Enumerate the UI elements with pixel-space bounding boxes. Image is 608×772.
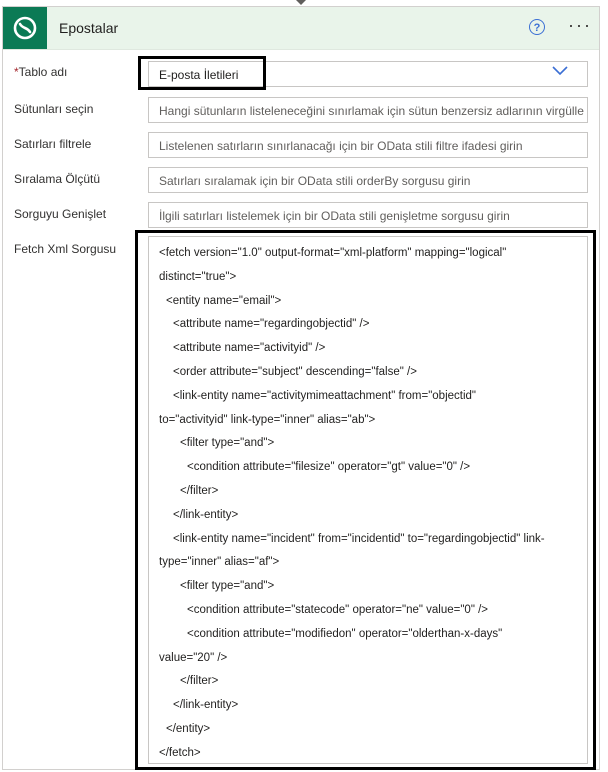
fetch-xml-line: <filter type="and">: [180, 437, 275, 450]
fetch-xml-line: <order attribute="subject" descending="false" />: [173, 365, 417, 378]
fetch-xml-line: <fetch version="1.0" output-format="xml-platform" mapping="logical": [159, 247, 507, 259]
fetch-xml-line: distinct="true">: [159, 270, 237, 283]
sort-by-placeholder: Satırları sıralamak için bir OData stili orderBy sorgusu girin: [159, 174, 471, 188]
connector-arrow: [296, 0, 306, 5]
fetch-xml-line: <condition attribute="modifiedon" operator="olderthan-x-days": [187, 627, 503, 640]
fetch-xml-line: value="20" />: [159, 651, 228, 664]
filter-rows-input[interactable]: [148, 132, 588, 158]
required-mark: *: [14, 65, 19, 79]
sort-by-label: Sıralama Ölçütü: [14, 172, 101, 186]
fetch-xml-line: </filter>: [180, 675, 219, 688]
card-header[interactable]: [3, 7, 599, 50]
table-name-value: E-posta İletileri: [159, 68, 239, 82]
expand-query-input[interactable]: [148, 202, 588, 228]
sort-by-input[interactable]: [148, 167, 588, 193]
fetch-xml-line: <filter type="and">: [180, 580, 275, 593]
table-name-label: *Tablo adı: [14, 65, 68, 79]
fetch-xml-line: <condition attribute="statecode" operator="ne" value="0" />: [187, 603, 489, 616]
fetch-xml-textarea[interactable]: [148, 236, 588, 764]
fetch-xml-label: Fetch Xml Sorgusu: [14, 242, 117, 256]
expand-query-label: Sorguyu Genişlet: [14, 207, 107, 221]
fetch-xml-line: <attribute name="regardingobjectid" />: [173, 318, 370, 331]
table-name-select[interactable]: [148, 61, 588, 87]
fetch-xml-line: </link-entity>: [173, 699, 239, 712]
select-columns-placeholder: Hangi sütunların listeleneceğini sınırlamak için sütun benzersiz adlarının virgülle: [159, 104, 584, 118]
fetch-xml-line: <condition attribute="filesize" operator="gt" value="0" />: [187, 461, 471, 474]
select-columns-input[interactable]: [148, 97, 588, 123]
fetch-xml-line: <link-entity name="incident" from="incidentid" to="regardingobjectid" link-: [173, 532, 545, 545]
fetch-xml-line: <attribute name="activityid" />: [173, 342, 326, 355]
fetch-xml-line: </entity>: [166, 722, 211, 735]
chevron-down-icon[interactable]: [552, 66, 568, 76]
filter-rows-placeholder: Listelenen satırların sınırlanacağı için bir OData stili filtre ifadesi girin: [159, 139, 523, 153]
question-circle-icon[interactable]: ?: [529, 19, 545, 35]
filter-rows-label: Satırları filtrele: [14, 137, 92, 151]
card-title: Epostalar: [59, 20, 119, 36]
select-columns-label: Sütunları seçin: [14, 102, 94, 116]
fetch-xml-line: to="activityid" link-type="inner" alias="ab">: [159, 413, 376, 426]
expand-query-placeholder: İlgili satırları listelemek için bir OData stili genişletme sorgusu girin: [159, 209, 510, 223]
more-horizontal-icon[interactable]: ···: [568, 15, 592, 35]
dataverse-logo-icon: [3, 7, 47, 49]
fetch-xml-line: </filter>: [180, 484, 219, 497]
fetch-xml-line: type="inner" alias="af">: [159, 556, 280, 569]
fetch-xml-line: </link-entity>: [173, 508, 239, 521]
fetch-xml-line: <entity name="email">: [166, 294, 282, 307]
fetch-xml-line: <link-entity name="activitymimeattachment" from="objectid": [173, 389, 476, 402]
fetch-xml-line: </fetch>: [159, 746, 201, 759]
